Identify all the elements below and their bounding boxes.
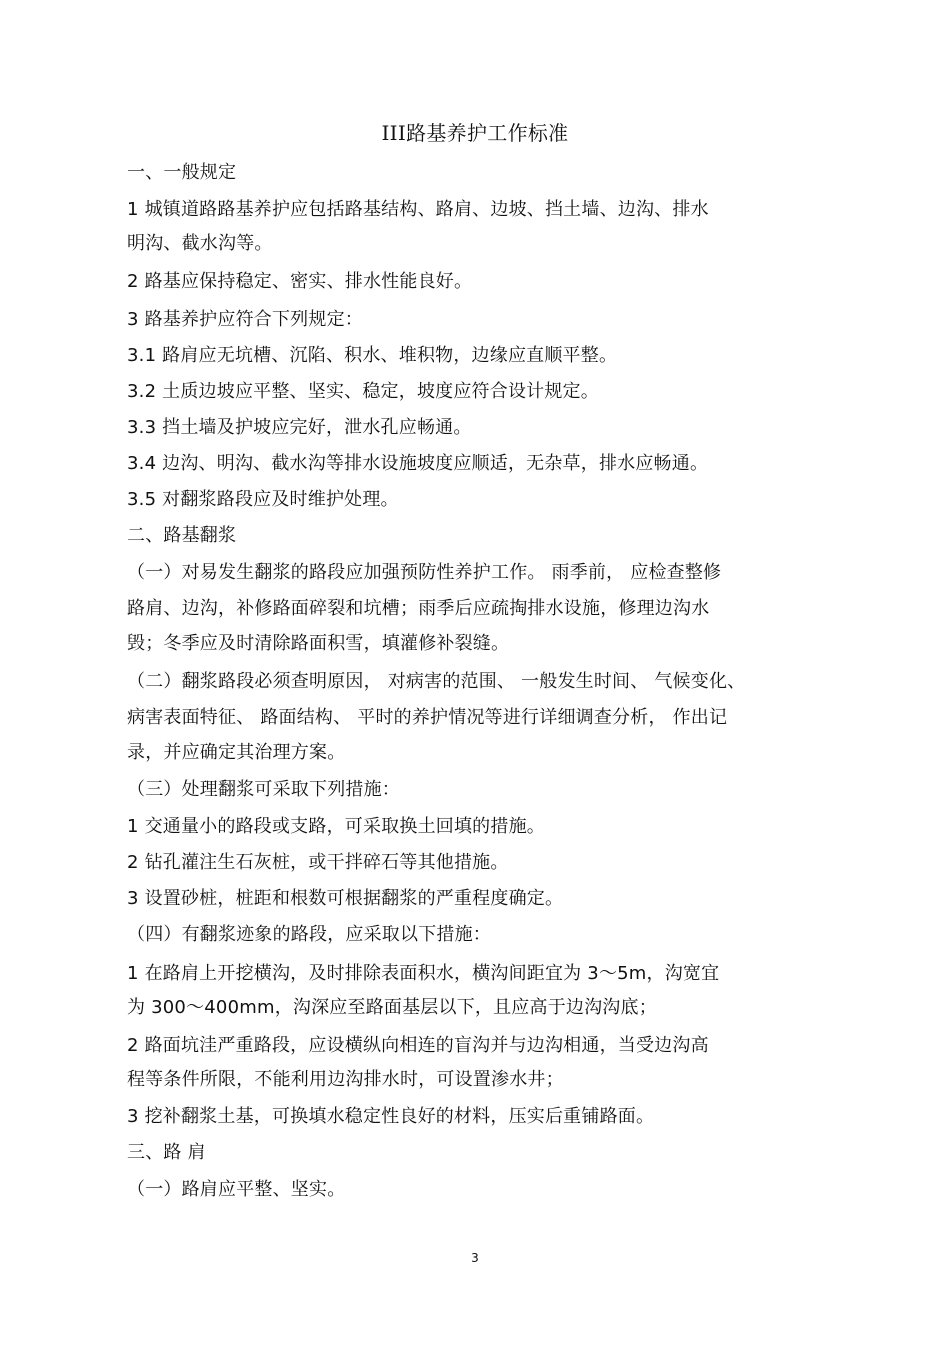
paragraph-line: 为 300～400mm，沟深应至路面基层以下，且应高于边沟沟底； — [127, 997, 657, 1018]
paragraph-line: 1 交通量小的路段或支路，可采取换土回填的措施。 — [127, 816, 545, 837]
paragraph-line: 3.2 土质边坡应平整、坚实、稳定，坡度应符合设计规定。 — [127, 381, 599, 402]
paragraph-line: 3 路基养护应符合下列规定： — [127, 309, 363, 330]
paragraph-line: 3.3 挡土墙及护坡应完好，泄水孔应畅通。 — [127, 417, 472, 438]
paragraph-line: （二）翻浆路段必须查明原因， 对病害的范围、 一般发生时间、 气候变化、 — [127, 671, 746, 692]
paragraph-line: 病害表面特征、 路面结构、 平时的养护情况等进行详细调查分析， 作出记 — [127, 707, 728, 728]
paragraph-line: 3.5 对翻浆路段应及时维护处理。 — [127, 489, 399, 510]
paragraph-line: 录，并应确定其治理方案。 — [127, 742, 346, 763]
paragraph-line: 毁；冬季应及时清除路面积雪，填灌修补裂缝。 — [127, 633, 510, 654]
paragraph-line: 程等条件所限，不能利用边沟排水时，可设置渗水井； — [127, 1069, 564, 1090]
paragraph-line: 3.1 路肩应无坑槽、沉陷、积水、堆积物，边缘应直顺平整。 — [127, 345, 618, 366]
paragraph-line: 2 路基应保持稳定、密实、排水性能良好。 — [127, 271, 473, 292]
paragraph-line: 2 钻孔灌注生石灰桩，或干拌碎石等其他措施。 — [127, 852, 509, 873]
paragraph-line: （三）处理翻浆可采取下列措施： — [127, 779, 400, 800]
document-title: III路基养护工作标准 — [381, 121, 569, 145]
paragraph-line: 1 城镇道路路基养护应包括路基结构、路肩、边坡、挡土墙、边沟、排水 — [127, 199, 709, 220]
paragraph-line: 3 挖补翻浆土基，可换填水稳定性良好的材料，压实后重铺路面。 — [127, 1106, 655, 1127]
page-number: 3 — [471, 1251, 479, 1265]
paragraph-line: （四）有翻浆迹象的路段，应采取以下措施： — [127, 924, 491, 945]
paragraph-line: 3 设置砂桩，桩距和根数可根据翻浆的严重程度确定。 — [127, 888, 564, 909]
paragraph-line: 1 在路肩上开挖横沟，及时排除表面积水，横沟间距宜为 3～5m，沟宽宜 — [127, 963, 720, 984]
paragraph-line: （一）对易发生翻浆的路段应加强预防性养护工作。 雨季前， 应检查整修 — [127, 562, 722, 583]
paragraph-line: 明沟、截水沟等。 — [127, 233, 273, 254]
section-heading: 一、一般规定 — [127, 162, 237, 183]
section-heading: 二、路基翻浆 — [127, 525, 237, 546]
paragraph-line: 2 路面坑洼严重路段，应设横纵向相连的盲沟并与边沟相通，当受边沟高 — [127, 1035, 709, 1056]
paragraph-line: （一）路肩应平整、坚实。 — [127, 1179, 346, 1200]
section-heading: 三、路 肩 — [127, 1142, 206, 1163]
paragraph-line: 路肩、边沟，补修路面碎裂和坑槽；雨季后应疏掏排水设施，修理边沟水 — [127, 598, 710, 619]
paragraph-line: 3.4 边沟、明沟、截水沟等排水设施坡度应顺适，无杂草，排水应畅通。 — [127, 453, 709, 474]
